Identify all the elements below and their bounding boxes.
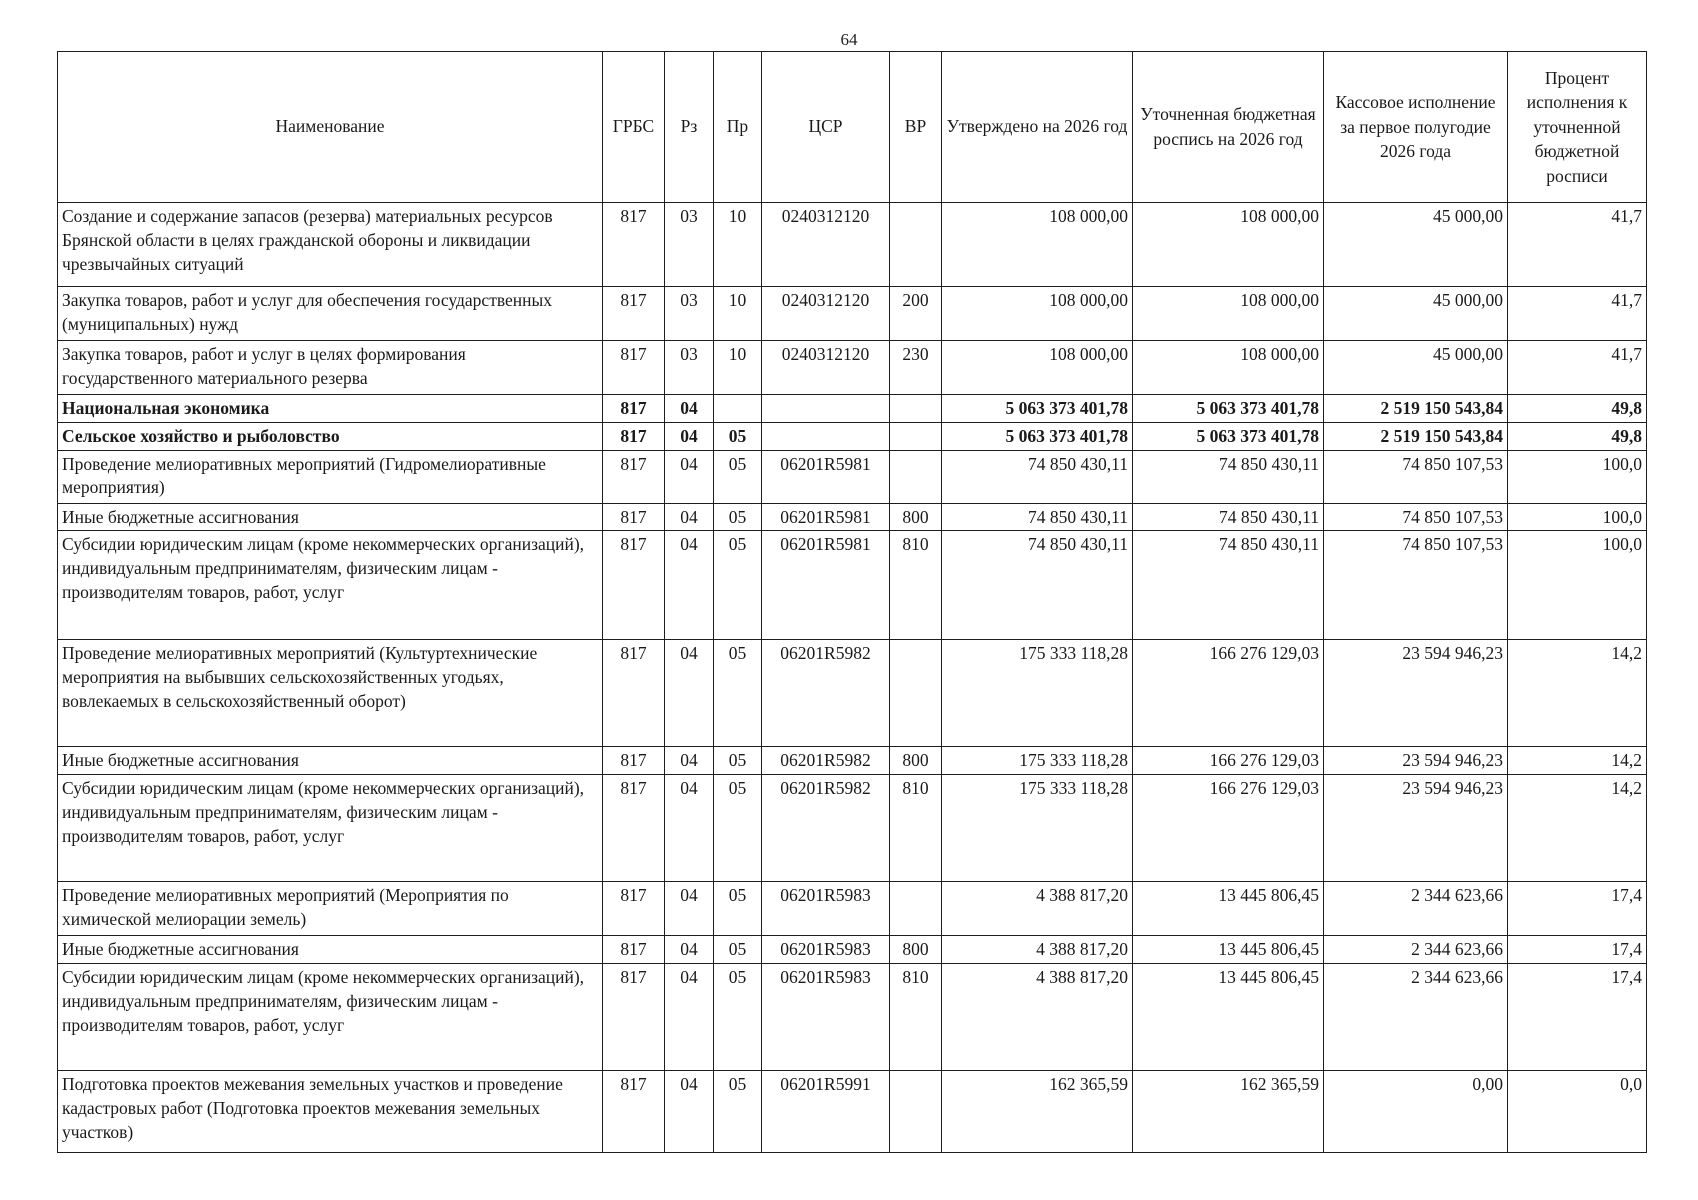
table-row (58, 963, 1647, 1070)
row-cash-cell: 45 000,00 (1324, 341, 1508, 395)
header-grbs: ГРБС (603, 52, 665, 203)
row-refined-cell: 13 445 806,45 (1133, 882, 1324, 936)
header-pr: Пр (714, 52, 762, 203)
row-grbs-cell: 817 (603, 640, 665, 747)
row-approved-cell: 5 063 373 401,78 (942, 395, 1133, 423)
row-pr-cell: 10 (714, 203, 762, 287)
row-pr-cell: 05 (714, 963, 762, 1070)
row-csr-cell: 06201R5983 (762, 963, 890, 1070)
row-grbs-cell: 817 (603, 395, 665, 423)
budget-execution-table (57, 51, 1647, 1153)
row-grbs-cell: 817 (603, 747, 665, 775)
header-approved: Утверждено на 2026 год (942, 52, 1133, 203)
row-grbs-cell: 817 (603, 341, 665, 395)
table-row (58, 936, 1647, 964)
row-name-cell: Субсидии юридическим лицам (кроме некоммерческих организаций), индивидуальным предпринимателям, физическим лицам - производителям товаров, работ, услуг (58, 963, 603, 1070)
row-pr-cell: 05 (714, 936, 762, 964)
row-name-cell: Закупка товаров, работ и услуг для обеспечения государственных (муниципальных) нужд (58, 287, 603, 341)
row-rz-cell: 04 (665, 936, 714, 964)
row-pr-cell: 05 (714, 640, 762, 747)
row-csr-cell: 06201R5981 (762, 503, 890, 531)
header-cash: Кассовое исполнение за первое полугодие 2026 года (1324, 52, 1508, 203)
row-refined-cell: 74 850 430,11 (1133, 503, 1324, 531)
row-rz-cell: 03 (665, 341, 714, 395)
row-refined-cell: 108 000,00 (1133, 287, 1324, 341)
row-vr-cell (890, 640, 942, 747)
row-cash-cell: 0,00 (1324, 1070, 1508, 1152)
row-csr-cell: 06201R5982 (762, 640, 890, 747)
row-approved-cell: 108 000,00 (942, 287, 1133, 341)
table-header-row (58, 52, 1647, 203)
header-name: Наименование (58, 52, 603, 203)
row-vr-cell: 800 (890, 747, 942, 775)
row-cash-cell: 45 000,00 (1324, 203, 1508, 287)
row-cash-cell: 74 850 107,53 (1324, 531, 1508, 640)
row-vr-cell (890, 422, 942, 450)
row-pr-cell: 05 (714, 422, 762, 450)
row-refined-cell: 5 063 373 401,78 (1133, 422, 1324, 450)
header-vr: ВР (890, 52, 942, 203)
table-row (58, 882, 1647, 936)
table-row (58, 341, 1647, 395)
row-pr-cell: 10 (714, 287, 762, 341)
row-name-cell: Проведение мелиоративных мероприятий (Культуртехнические мероприятия на выбывших сельскохозяйственных угодьях, вовлекаемых в сельскохозяйственный оборот) (58, 640, 603, 747)
row-approved-cell: 108 000,00 (942, 203, 1133, 287)
row-vr-cell: 230 (890, 341, 942, 395)
row-cash-cell: 2 344 623,66 (1324, 882, 1508, 936)
table-row (58, 640, 1647, 747)
row-name-cell: Закупка товаров, работ и услуг в целях формирования государственного материального резерва (58, 341, 603, 395)
row-csr-cell: 06201R5981 (762, 531, 890, 640)
row-csr-cell: 06201R5991 (762, 1070, 890, 1152)
row-refined-cell: 13 445 806,45 (1133, 963, 1324, 1070)
row-vr-cell (890, 882, 942, 936)
table-row (58, 775, 1647, 882)
table-row (58, 1070, 1647, 1152)
row-refined-cell: 166 276 129,03 (1133, 747, 1324, 775)
row-name-cell: Подготовка проектов межевания земельных участков и проведение кадастровых работ (Подготовка проектов межевания земельных участков) (58, 1070, 603, 1152)
row-percent-cell: 100,0 (1508, 531, 1647, 640)
row-approved-cell: 74 850 430,11 (942, 503, 1133, 531)
row-name-cell: Проведение мелиоративных мероприятий (Мероприятия по химической мелиорации земель) (58, 882, 603, 936)
row-refined-cell: 108 000,00 (1133, 341, 1324, 395)
row-grbs-cell: 817 (603, 1070, 665, 1152)
row-percent-cell: 14,2 (1508, 747, 1647, 775)
row-percent-cell: 100,0 (1508, 450, 1647, 503)
row-rz-cell: 04 (665, 882, 714, 936)
row-rz-cell: 04 (665, 640, 714, 747)
row-name-cell: Субсидии юридическим лицам (кроме некоммерческих организаций), индивидуальным предпринимателям, физическим лицам - производителям товаров, работ, услуг (58, 775, 603, 882)
row-csr-cell: 0240312120 (762, 287, 890, 341)
row-pr-cell: 05 (714, 882, 762, 936)
table-row (58, 395, 1647, 423)
row-vr-cell: 800 (890, 503, 942, 531)
row-csr-cell: 06201R5981 (762, 450, 890, 503)
row-name-cell: Национальная экономика (58, 395, 603, 423)
row-pr-cell: 05 (714, 747, 762, 775)
table-row (58, 503, 1647, 531)
row-name-cell: Иные бюджетные ассигнования (58, 747, 603, 775)
row-approved-cell: 5 063 373 401,78 (942, 422, 1133, 450)
row-rz-cell: 04 (665, 963, 714, 1070)
table-row (58, 203, 1647, 287)
row-percent-cell: 17,4 (1508, 963, 1647, 1070)
row-grbs-cell: 817 (603, 963, 665, 1070)
row-refined-cell: 74 850 430,11 (1133, 450, 1324, 503)
row-csr-cell (762, 422, 890, 450)
row-approved-cell: 4 388 817,20 (942, 963, 1133, 1070)
row-approved-cell: 175 333 118,28 (942, 775, 1133, 882)
row-pr-cell: 05 (714, 503, 762, 531)
row-name-cell: Проведение мелиоративных мероприятий (Гидромелиоративные мероприятия) (58, 450, 603, 503)
row-csr-cell: 0240312120 (762, 341, 890, 395)
row-name-cell: Субсидии юридическим лицам (кроме некоммерческих организаций), индивидуальным предпринимателям, физическим лицам - производителям товаров, работ, услуг (58, 531, 603, 640)
row-pr-cell: 05 (714, 1070, 762, 1152)
row-grbs-cell: 817 (603, 503, 665, 531)
page-number: 64 (840, 30, 858, 49)
row-rz-cell: 04 (665, 1070, 714, 1152)
row-percent-cell: 14,2 (1508, 775, 1647, 882)
row-pr-cell: 05 (714, 531, 762, 640)
row-vr-cell: 810 (890, 531, 942, 640)
row-pr-cell: 05 (714, 450, 762, 503)
row-refined-cell: 108 000,00 (1133, 203, 1324, 287)
row-grbs-cell: 817 (603, 450, 665, 503)
row-pr-cell (714, 395, 762, 423)
row-grbs-cell: 817 (603, 203, 665, 287)
row-csr-cell: 06201R5982 (762, 775, 890, 882)
row-vr-cell (890, 395, 942, 423)
header-refined: Уточненная бюджетная роспись на 2026 год (1133, 52, 1324, 203)
row-rz-cell: 04 (665, 531, 714, 640)
row-cash-cell: 2 519 150 543,84 (1324, 422, 1508, 450)
row-vr-cell: 810 (890, 775, 942, 882)
row-csr-cell: 06201R5982 (762, 747, 890, 775)
row-refined-cell: 166 276 129,03 (1133, 640, 1324, 747)
table-body (58, 203, 1647, 1153)
row-grbs-cell: 817 (603, 531, 665, 640)
row-percent-cell: 0,0 (1508, 1070, 1647, 1152)
row-cash-cell: 74 850 107,53 (1324, 450, 1508, 503)
row-refined-cell: 162 365,59 (1133, 1070, 1324, 1152)
row-percent-cell: 41,7 (1508, 341, 1647, 395)
row-vr-cell: 200 (890, 287, 942, 341)
header-rz: Рз (665, 52, 714, 203)
row-csr-cell: 0240312120 (762, 203, 890, 287)
row-pr-cell: 05 (714, 775, 762, 882)
row-approved-cell: 175 333 118,28 (942, 640, 1133, 747)
row-approved-cell: 108 000,00 (942, 341, 1133, 395)
row-approved-cell: 4 388 817,20 (942, 882, 1133, 936)
row-cash-cell: 23 594 946,23 (1324, 775, 1508, 882)
row-cash-cell: 45 000,00 (1324, 287, 1508, 341)
row-name-cell: Иные бюджетные ассигнования (58, 936, 603, 964)
header-percent: Процент исполнения к уточненной бюджетной росписи (1508, 52, 1647, 203)
row-percent-cell: 100,0 (1508, 503, 1647, 531)
row-rz-cell: 04 (665, 503, 714, 531)
row-approved-cell: 4 388 817,20 (942, 936, 1133, 964)
row-percent-cell: 17,4 (1508, 936, 1647, 964)
row-vr-cell: 810 (890, 963, 942, 1070)
row-percent-cell: 17,4 (1508, 882, 1647, 936)
table-row (58, 422, 1647, 450)
row-rz-cell: 04 (665, 395, 714, 423)
row-refined-cell: 13 445 806,45 (1133, 936, 1324, 964)
row-vr-cell (890, 203, 942, 287)
row-approved-cell: 74 850 430,11 (942, 531, 1133, 640)
table-row (58, 747, 1647, 775)
row-csr-cell (762, 395, 890, 423)
row-grbs-cell: 817 (603, 882, 665, 936)
row-csr-cell: 06201R5983 (762, 882, 890, 936)
row-vr-cell (890, 1070, 942, 1152)
row-rz-cell: 03 (665, 287, 714, 341)
row-approved-cell: 175 333 118,28 (942, 747, 1133, 775)
row-grbs-cell: 817 (603, 775, 665, 882)
row-percent-cell: 14,2 (1508, 640, 1647, 747)
row-approved-cell: 162 365,59 (942, 1070, 1133, 1152)
row-approved-cell: 74 850 430,11 (942, 450, 1133, 503)
table-row (58, 531, 1647, 640)
row-cash-cell: 2 344 623,66 (1324, 963, 1508, 1070)
row-refined-cell: 5 063 373 401,78 (1133, 395, 1324, 423)
row-cash-cell: 23 594 946,23 (1324, 640, 1508, 747)
row-rz-cell: 04 (665, 775, 714, 882)
row-refined-cell: 166 276 129,03 (1133, 775, 1324, 882)
row-rz-cell: 04 (665, 450, 714, 503)
row-percent-cell: 49,8 (1508, 395, 1647, 423)
row-vr-cell: 800 (890, 936, 942, 964)
row-cash-cell: 23 594 946,23 (1324, 747, 1508, 775)
row-cash-cell: 2 344 623,66 (1324, 936, 1508, 964)
table-row (58, 287, 1647, 341)
row-name-cell: Иные бюджетные ассигнования (58, 503, 603, 531)
row-percent-cell: 41,7 (1508, 287, 1647, 341)
row-percent-cell: 49,8 (1508, 422, 1647, 450)
row-rz-cell: 04 (665, 422, 714, 450)
row-pr-cell: 10 (714, 341, 762, 395)
row-rz-cell: 04 (665, 747, 714, 775)
row-grbs-cell: 817 (603, 936, 665, 964)
row-name-cell: Создание и содержание запасов (резерва) материальных ресурсов Брянской области в целях гражданской обороны и ликвидации чрезвычайных ситуаций (58, 203, 603, 287)
row-name-cell: Сельское хозяйство и рыболовство (58, 422, 603, 450)
row-vr-cell (890, 450, 942, 503)
table-row (58, 450, 1647, 503)
header-csr: ЦСР (762, 52, 890, 203)
row-grbs-cell: 817 (603, 287, 665, 341)
row-grbs-cell: 817 (603, 422, 665, 450)
row-cash-cell: 2 519 150 543,84 (1324, 395, 1508, 423)
row-rz-cell: 03 (665, 203, 714, 287)
row-cash-cell: 74 850 107,53 (1324, 503, 1508, 531)
row-refined-cell: 74 850 430,11 (1133, 531, 1324, 640)
row-csr-cell: 06201R5983 (762, 936, 890, 964)
row-percent-cell: 41,7 (1508, 203, 1647, 287)
